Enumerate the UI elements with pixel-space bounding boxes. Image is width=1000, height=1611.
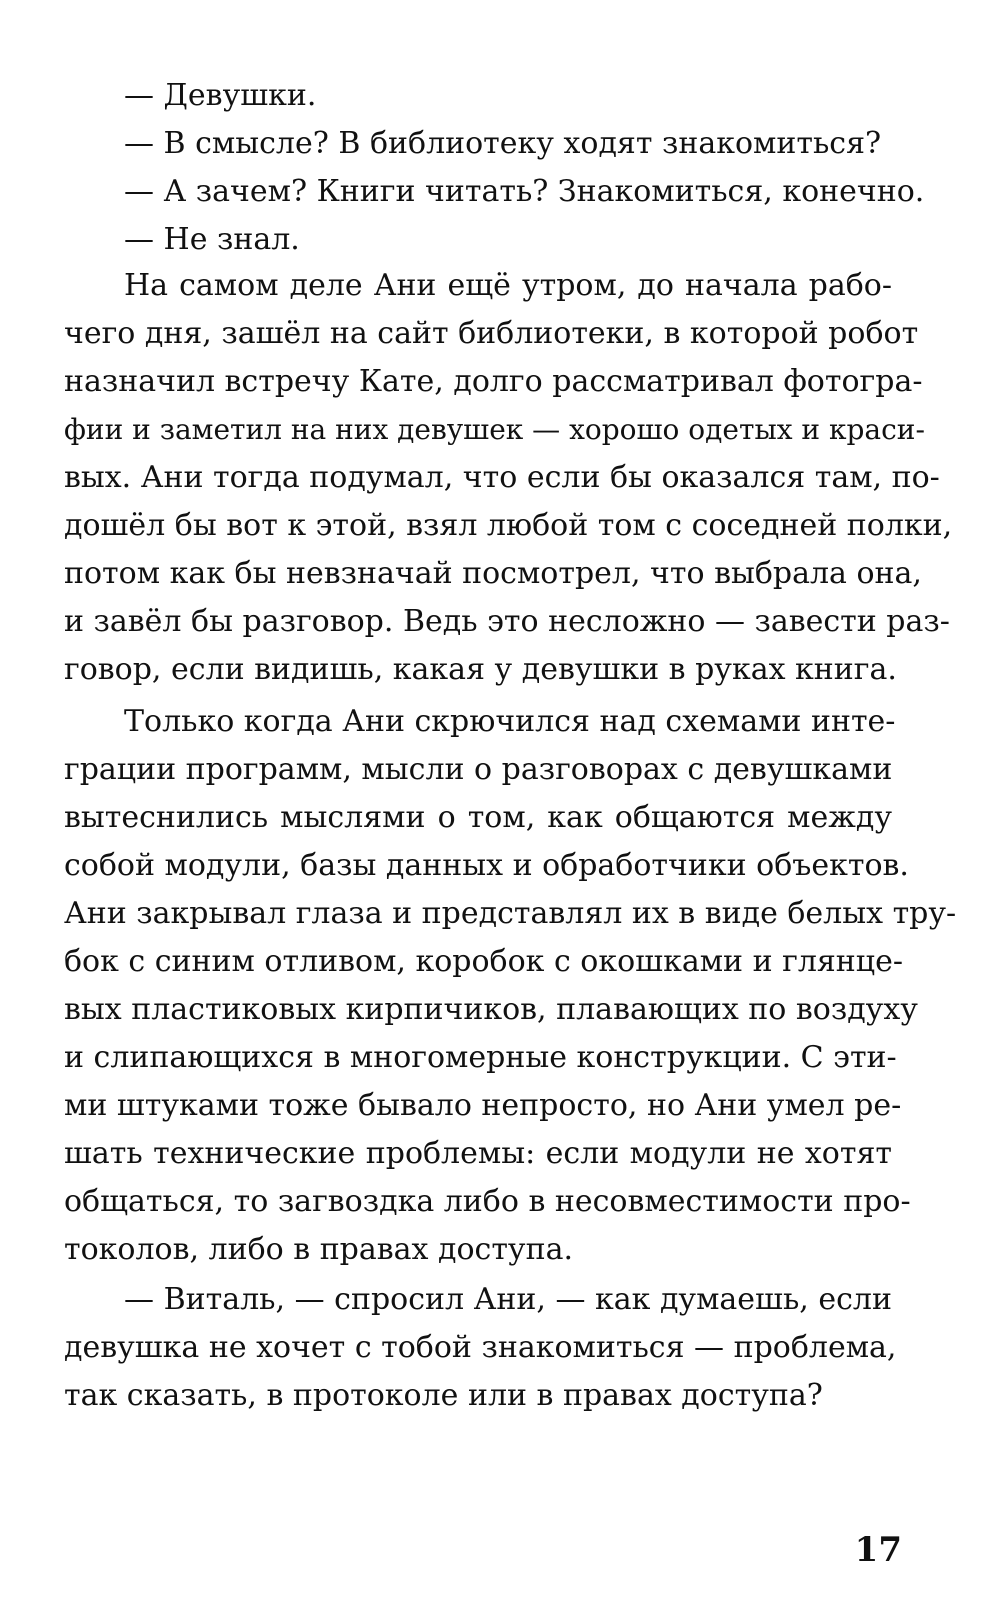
dialogue-line: — А зачем? Книги читать? Знакомиться, конечно. xyxy=(124,174,925,209)
paragraph-line: вых. Ани тогда подумал, что если бы оказался там, по- xyxy=(64,460,940,495)
dialogue-line: — Девушки. xyxy=(124,78,317,113)
paragraph-line: и завёл бы разговор. Ведь это несложно — завести раз- xyxy=(64,604,950,639)
paragraph-line: вытеснились мыслями о том, как общаются между xyxy=(64,800,892,835)
paragraph-line: общаться, то загвоздка либо в несовместимости про- xyxy=(64,1184,911,1219)
paragraph-line: собой модули, базы данных и обработчики объектов. xyxy=(64,848,909,883)
paragraph-line: фии и заметил на них девушек — хорошо одетых и краси- xyxy=(64,413,925,446)
page-number: 17 xyxy=(854,1530,902,1570)
paragraph-line: токолов, либо в правах доступа. xyxy=(64,1232,574,1267)
paragraph-line: грации программ, мысли о разговорах с девушками xyxy=(64,752,893,787)
paragraph-line: говор, если видишь, какая у девушки в руках книга. xyxy=(64,652,897,687)
paragraph-line: бок с синим отливом, коробок с окошками и глянце- xyxy=(64,944,903,979)
paragraph-line: назначил встречу Кате, долго рассматривал фотогра- xyxy=(64,364,923,399)
paragraph-line: и слипающихся в многомерные конструкции. С эти- xyxy=(64,1040,897,1075)
paragraph-line: вых пластиковых кирпичиков, плавающих по воздуху xyxy=(64,992,918,1027)
paragraph-line: Только когда Ани скрючился над схемами инте- xyxy=(124,704,896,739)
paragraph-line: так сказать, в протоколе или в правах доступа? xyxy=(64,1378,823,1413)
dialogue-line: — В смысле? В библиотеку ходят знакомиться? xyxy=(124,126,882,161)
paragraph-line: чего дня, зашёл на сайт библиотеки, в которой робот xyxy=(64,316,919,351)
paragraph-line: Ани закрывал глаза и представлял их в виде белых тру- xyxy=(64,896,957,931)
paragraph-line: дошёл бы вот к этой, взял любой том с соседней полки, xyxy=(64,508,953,543)
paragraph-line: ми штуками тоже бывало непросто, но Ани умел ре- xyxy=(64,1088,902,1123)
paragraph-line: потом как бы невзначай посмотрел, что выбрала она, xyxy=(64,556,922,591)
paragraph-line: девушка не хочет с тобой знакомиться — проблема, xyxy=(64,1330,897,1365)
paragraph-line: На самом деле Ани ещё утром, до начала рабо- xyxy=(124,268,892,303)
paragraph-line: шать технические проблемы: если модули не хотят xyxy=(64,1136,892,1171)
dialogue-line: — Не знал. xyxy=(124,222,300,257)
paragraph-line: — Виталь, — спросил Ани, — как думаешь, если xyxy=(124,1282,892,1317)
